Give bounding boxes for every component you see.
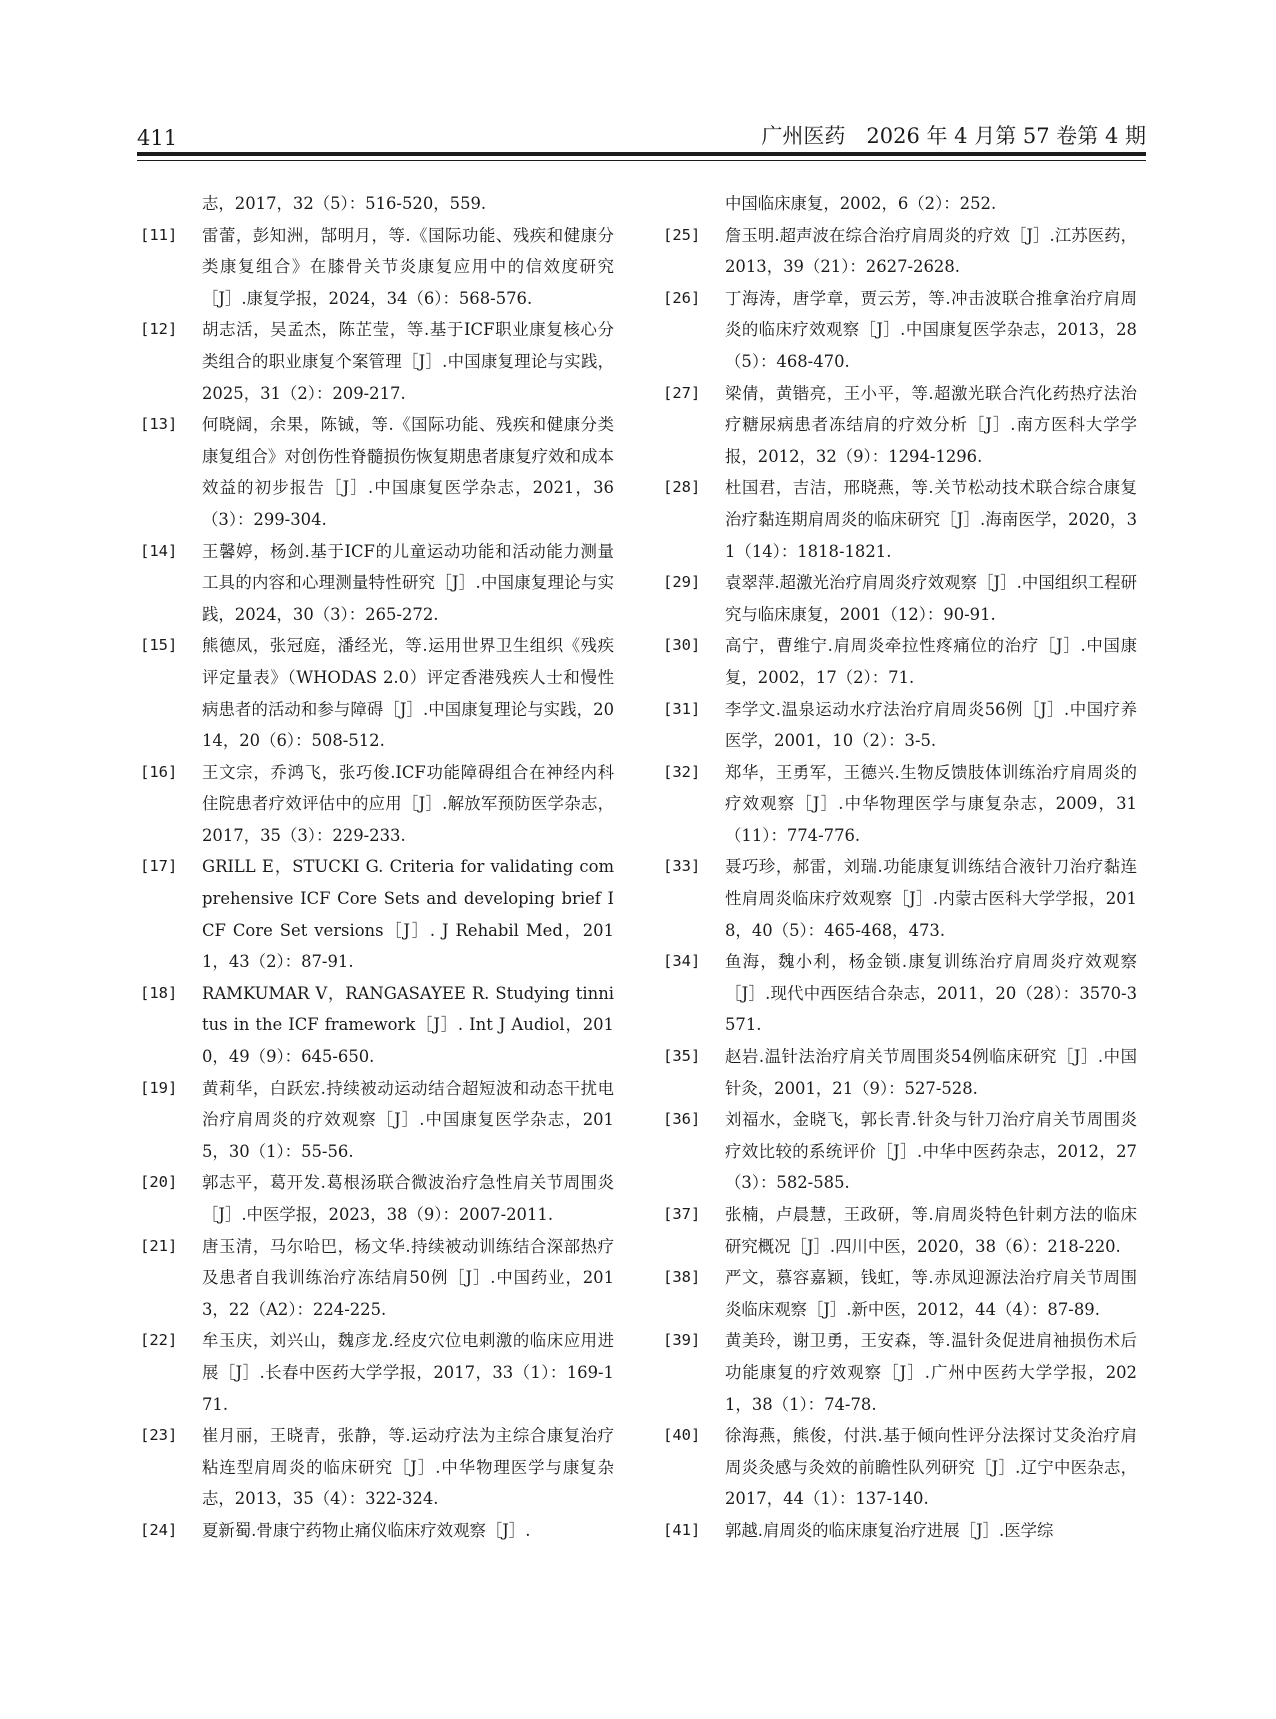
reference-text: 崔月丽，王晓青，张静，等.运动疗法为主综合康复治疗粘连型肩周炎的临床研究［J］.中华物理医学与康复杂志，2013，35（4）：322-324.	[202, 1426, 614, 1509]
reference-text: 聂巧珍，郝雷，刘瑞.功能康复训练结合液针刀治疗黏连性肩周炎临床疗效观察［J］.内蒙古医科大学学报，2018，40（5）：465-468，473.	[725, 857, 1137, 940]
page-header	[137, 110, 1146, 150]
reference-item	[663, 283, 1137, 378]
reference-text: 雷蕾，彭知洲，郜明月，等.《国际功能、残疾和健康分类康复组合》在膝骨关节炎康复应用中的信效度研究［J］.康复学报，2024，34（6）：568-576.	[202, 225, 614, 308]
reference-text: 严文，慕容嘉颖，钱虹，等.赤凤迎源法治疗肩关节周围炎临床观察［J］.新中医，2012，44（4）：87-89.	[725, 1268, 1137, 1319]
reference-number: [19]	[140, 1078, 178, 1097]
reference-number: [40]	[663, 1426, 701, 1445]
reference-number: [34]	[663, 952, 701, 971]
reference-item	[140, 1325, 614, 1420]
reference-text: 熊德凤，张冠庭，潘经光，等.运用世界卫生组织《残疾评定量表》（WHODAS 2.0）评定香港残疾人士和慢性病患者的活动和参与障碍［J］.中国康复理论与实践，2014，20（6）：508-512.	[202, 636, 614, 751]
reference-number: [36]	[663, 1110, 701, 1129]
reference-text: 徐海燕，熊俊，付洪.基于倾向性评分法探讨艾灸治疗肩周炎灸感与灸效的前瞻性队列研究［J］.辽宁中医杂志，2017，44（1）：137-140.	[725, 1426, 1137, 1509]
reference-column-right	[663, 188, 1137, 1547]
reference-number: [23]	[140, 1426, 178, 1445]
reference-number: [14]	[140, 541, 178, 560]
reference-item	[140, 1515, 614, 1547]
reference-number: [35]	[663, 1047, 701, 1066]
page-number: 411	[137, 126, 178, 150]
reference-text: 志，2017，32（5）：516-520，559.	[202, 194, 487, 213]
reference-number: [16]	[140, 762, 178, 781]
reference-text: 李学文.温泉运动水疗法治疗肩周炎56例［J］.中国疗养医学，2001，10（2）：3-5.	[725, 699, 1137, 751]
reference-number: [24]	[140, 1520, 178, 1539]
reference-text: 胡志活，吴孟杰，陈芷莹，等.基于ICF职业康复核心分类组合的职业康复个案管理［J］.中国康复理论与实践，2025，31（2）：209-217.	[202, 320, 614, 403]
reference-text: 郑华，王勇军，王德兴.生物反馈肢体训练治疗肩周炎的疗效观察［J］.中华物理医学与康复杂志，2009，31（11）：774-776.	[725, 762, 1137, 845]
reference-text: 黄莉华，白跃宏.持续被动运动结合超短波和动态干扰电治疗肩周炎的疗效观察［J］.中国康复医学杂志，2015，30（1）：55-56.	[202, 1078, 614, 1161]
reference-item	[663, 1262, 1137, 1325]
reference-item	[663, 1104, 1137, 1199]
reference-column-left	[140, 188, 614, 1547]
reference-text: 郭志平，葛开发.葛根汤联合微波治疗急性肩关节周围炎［J］.中医学报，2023，38（9）：2007-2011.	[202, 1173, 614, 1224]
reference-text: 刘福水，金晓飞，郭长青.针灸与针刀治疗肩关节周围炎疗效比较的系统评价［J］.中华中医药杂志，2012，27（3）：582-585.	[725, 1110, 1137, 1193]
reference-number: [41]	[663, 1520, 701, 1539]
reference-item	[140, 1420, 614, 1515]
reference-item	[140, 757, 614, 852]
reference-text: 赵岩.温针法治疗肩关节周围炎54例临床研究［J］.中国针灸，2001，21（9）：527-528.	[725, 1047, 1137, 1098]
reference-item	[663, 1199, 1137, 1262]
reference-item	[140, 536, 614, 631]
reference-text: GRILL E，STUCKI G. Criteria for validating comprehensive ICF Core Sets and developing brief ICF Core Set versions［J］. J Rehabil Med，2011，43（2）：87-91.	[202, 857, 614, 972]
reference-item	[140, 851, 614, 977]
reference-number: [20]	[140, 1173, 178, 1192]
reference-text: 王文宗，乔鸿飞，张巧俊.ICF功能障碍组合在神经内科住院患者疗效评估中的应用［J］.解放军预防医学杂志，2017，35（3）：229-233.	[202, 762, 614, 845]
reference-item	[140, 630, 614, 756]
reference-number: [21]	[140, 1236, 178, 1255]
reference-number: [28]	[663, 478, 701, 497]
reference-number: [25]	[663, 225, 701, 244]
reference-text: 何晓阔，余果，陈铖，等.《国际功能、残疾和健康分类康复组合》对创伤性脊髓损伤恢复期患者康复疗效和成本效益的初步报告［J］.中国康复医学杂志，2021，36（3）：299-304.	[202, 415, 614, 529]
reference-text: 詹玉明.超声波在综合治疗肩周炎的疗效［J］.江苏医药，2013，39（21）：2627-2628.	[725, 225, 1137, 277]
reference-text: 袁翠萍.超激光治疗肩周炎疗效观察［J］.中国组织工程研究与临床康复，2001（12）：90-91.	[725, 573, 1137, 624]
reference-text: 高宁，曹维宁.肩周炎牵拉性疼痛位的治疗［J］.中国康复，2002，17（2）：71.	[725, 636, 1137, 687]
reference-item	[663, 851, 1137, 946]
reference-text: 郭越.肩周炎的临床康复治疗进展［J］.医学综	[725, 1520, 1054, 1540]
reference-number: [26]	[663, 288, 701, 307]
reference-number: [39]	[663, 1331, 701, 1350]
reference-text: 梁倩，黄锴亮，王小平，等.超激光联合汽化药热疗法治疗糖尿病患者冻结肩的疗效分析［J］.南方医科大学学报，2012，32（9）：1294-1296.	[725, 383, 1137, 466]
reference-item	[663, 694, 1137, 757]
reference-text: 王馨婷，杨剑.基于ICF的儿童运动功能和活动能力测量工具的内容和心理测量特性研究［J］.中国康复理论与实践，2024，30（3）：265-272.	[202, 541, 614, 624]
reference-item	[663, 946, 1137, 1041]
reference-number: [37]	[663, 1205, 701, 1223]
reference-item	[663, 757, 1137, 852]
reference-text: 丁海涛，唐学章，贾云芳，等.冲击波联合推拿治疗肩周炎的临床疗效观察［J］.中国康复医学杂志，2013，28（5）：468-470.	[725, 288, 1137, 371]
reference-number: [15]	[140, 636, 178, 655]
reference-text: 牟玉庆，刘兴山，魏彦龙.经皮穴位电刺激的临床应用进展［J］.长春中医药大学学报，2017，33（1）：169-171.	[202, 1331, 614, 1414]
reference-item	[663, 220, 1137, 283]
reference-number: [32]	[663, 762, 701, 781]
reference-item	[140, 409, 614, 535]
reference-item	[140, 1231, 614, 1326]
reference-number: [30]	[663, 636, 701, 655]
reference-text: 唐玉清，马尔哈巴，杨文华.持续被动训练结合深部热疗及患者自我训练治疗冻结肩50例［J］.中国药业，2013，22（A2）：224-225.	[202, 1236, 614, 1319]
reference-number: [38]	[663, 1268, 701, 1287]
reference-number: [33]	[663, 857, 701, 876]
reference-item	[140, 1073, 614, 1168]
reference-number: [12]	[140, 320, 178, 339]
reference-number: [31]	[663, 699, 701, 718]
reference-item	[663, 1041, 1137, 1104]
reference-item	[663, 630, 1137, 693]
reference-item	[663, 1420, 1137, 1515]
reference-number: [11]	[140, 225, 178, 244]
reference-number: [13]	[140, 415, 178, 434]
reference-text: 夏新蜀.骨康宁药物止痛仪临床疗效观察［J］.	[202, 1520, 531, 1540]
header-rule-thick	[137, 152, 1146, 156]
reference-item	[140, 1167, 614, 1230]
reference-number: [22]	[140, 1331, 178, 1350]
reference-number: [18]	[140, 983, 178, 1002]
reference-text: 鱼海，魏小利，杨金锁.康复训练治疗肩周炎疗效观察［J］.现代中西医结合杂志，2011，20（28）：3570-3571.	[725, 952, 1137, 1035]
reference-item	[140, 188, 614, 220]
reference-text: 黄美玲，谢卫勇，王安森，等.温针灸促进肩袖损伤术后功能康复的疗效观察［J］.广州中医药大学学报，2021，38（1）：74-78.	[725, 1331, 1137, 1414]
reference-item	[663, 472, 1137, 567]
reference-item	[663, 378, 1137, 473]
reference-text: 中国临床康复，2002，6（2）：252.	[725, 194, 997, 213]
reference-item	[663, 188, 1137, 220]
reference-item	[663, 1325, 1137, 1420]
header-rule-thin	[137, 160, 1146, 161]
reference-item	[663, 567, 1137, 630]
journal-issue: 广州医药 2026 年 4 月第 57 卷第 4 期	[761, 124, 1146, 148]
reference-text: 杜国君，吉洁，邢晓燕，等.关节松动技术联合综合康复治疗黏连期肩周炎的临床研究［J］.海南医学，2020，31（14）：1818-1821.	[725, 478, 1137, 561]
reference-text: 张楠，卢晨慧，王政研，等.肩周炎特色针刺方法的临床研究概况［J］.四川中医，2020，38（6）：218-220.	[725, 1205, 1137, 1256]
reference-item	[140, 978, 614, 1073]
reference-item	[663, 1515, 1137, 1547]
reference-number: [27]	[663, 383, 701, 402]
reference-text: RAMKUMAR V，RANGASAYEE R. Studying tinnitus in the ICF framework［J］. Int J Audiol，2010，49（9）：645-650.	[202, 983, 614, 1067]
reference-number: [29]	[663, 573, 701, 592]
reference-item	[140, 314, 614, 409]
reference-item	[140, 220, 614, 315]
reference-number: [17]	[140, 857, 178, 876]
